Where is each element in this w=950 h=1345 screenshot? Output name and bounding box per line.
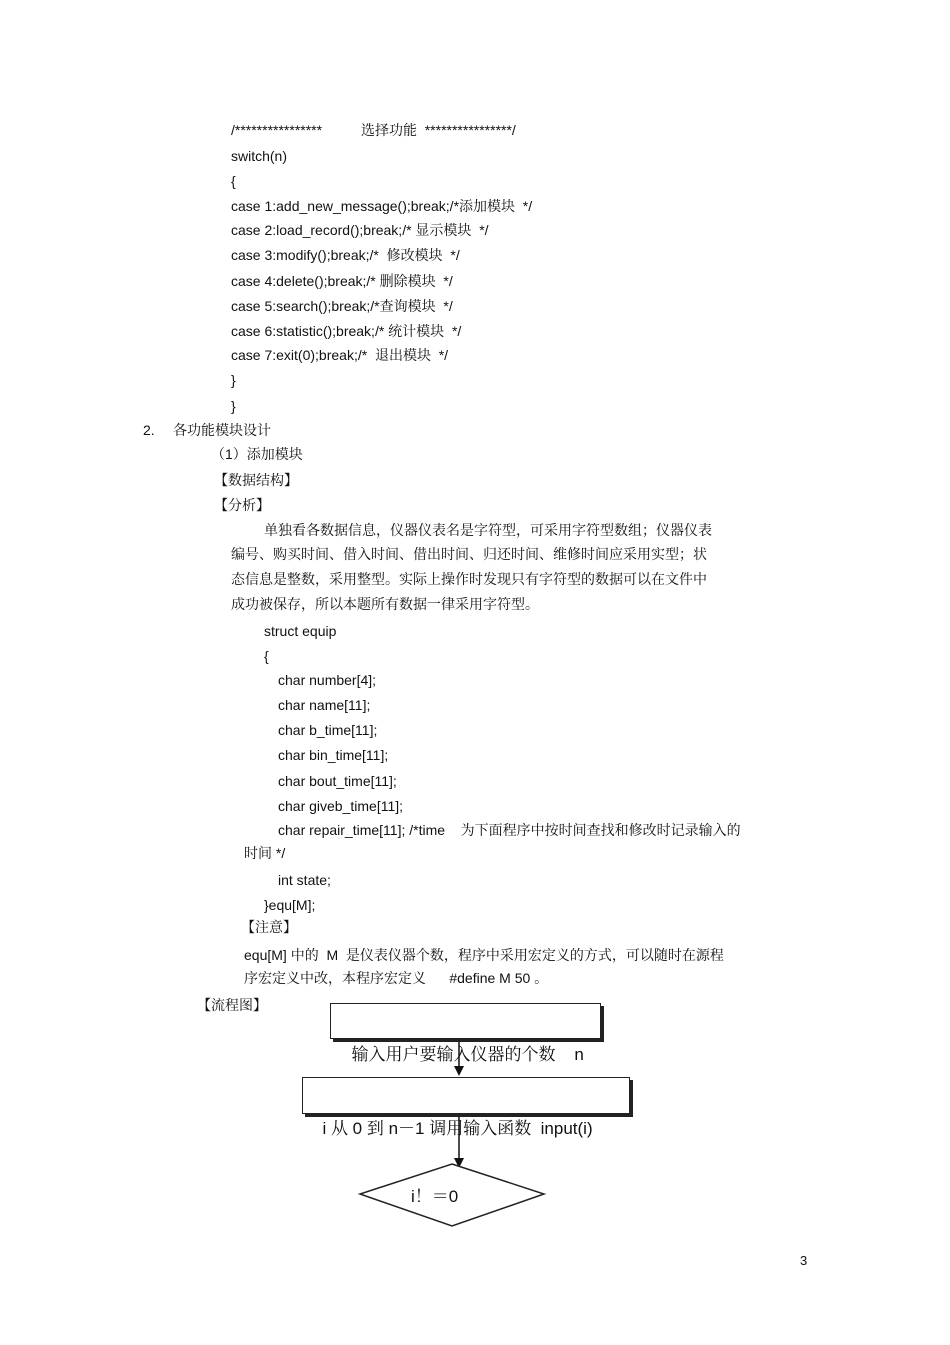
code-line-case1: case 1:add_new_message();break;/*添加模块 */ <box>231 198 533 214</box>
struct-field: char repair_time[11]; /*time 为下面程序中按时间查找和修改时记录输入的 <box>278 822 741 838</box>
struct-comment-continuation: 时间 */ <box>244 845 286 861</box>
section-title: 各功能模块设计 <box>173 422 271 438</box>
code-line-close-brace: } <box>231 372 236 388</box>
flowchart-box-input-count-text: 输入用户要输入仪器的个数 n <box>351 1045 584 1064</box>
struct-close: }equ[M]; <box>264 897 316 913</box>
struct-head: struct equip <box>264 623 337 639</box>
struct-field: char bin_time[11]; <box>278 747 389 763</box>
code-line-case4: case 4:delete();break;/* 删除模块 */ <box>231 273 453 289</box>
analysis-paragraph-line: 单独看各数据信息，仪器仪表名是字符型，可采用字符型数组；仪器仪表 <box>264 522 712 538</box>
code-line-close-brace: } <box>231 398 236 414</box>
code-line-case7: case 7:exit(0);break;/* 退出模块 */ <box>231 347 449 363</box>
note-label: 【注意】 <box>241 919 297 935</box>
code-line-switch: switch(n) <box>231 148 288 164</box>
flowchart-decision-text: i！＝0 <box>411 1187 459 1206</box>
flowchart-box-call-input <box>302 1077 630 1138</box>
section-number: 2. <box>143 422 155 438</box>
analysis-label: 【分析】 <box>214 497 270 513</box>
code-line-case6: case 6:statistic();break;/* 统计模块 */ <box>231 323 462 339</box>
struct-field: char bout_time[11]; <box>278 773 397 789</box>
code-line-comment: /**************** 选择功能 ****************/ <box>231 122 516 138</box>
analysis-paragraph-line: 编号、购买时间、借入时间、借出时间、归还时间、维修时间应采用实型；状 <box>231 546 707 562</box>
struct-field: char b_time[11]; <box>278 722 378 738</box>
code-line-case3: case 3:modify();break;/* 修改模块 */ <box>231 247 460 263</box>
struct-open-brace: { <box>264 648 269 664</box>
code-line-open-brace: { <box>231 173 236 189</box>
page-number: 3 <box>800 1253 808 1268</box>
struct-field: char giveb_time[11]; <box>278 798 404 814</box>
flowchart-box-input-count <box>330 1003 601 1064</box>
flowchart-box-call-input-text: i 从 0 到 n－1 调用输入函数 input(i) <box>322 1119 593 1138</box>
struct-field: char name[11]; <box>278 697 371 713</box>
note-paragraph-line: equ[M] 中的 M 是仪表仪器个数，程序中采用宏定义的方式，可以随时在源程 <box>244 947 724 963</box>
flowchart-label: 【流程图】 <box>197 997 267 1013</box>
code-line-case5: case 5:search();break;/*查询模块 */ <box>231 298 453 314</box>
analysis-paragraph-line: 态信息是整数，采用整型。实际上操作时发现只有字符型的数据可以在文件中 <box>231 571 707 587</box>
analysis-paragraph-line: 成功被保存，所以本题所有数据一律采用字符型。 <box>231 596 539 612</box>
data-structure-label: 【数据结构】 <box>214 472 298 488</box>
struct-field: char number[4]; <box>278 672 377 688</box>
subsection-title: （1）添加模块 <box>211 446 303 462</box>
note-paragraph-line: 序宏定义中改，本程序宏定义 #define M 50 。 <box>244 970 549 986</box>
struct-field: int state; <box>278 872 331 888</box>
code-line-case2: case 2:load_record();break;/* 显示模块 */ <box>231 222 489 238</box>
